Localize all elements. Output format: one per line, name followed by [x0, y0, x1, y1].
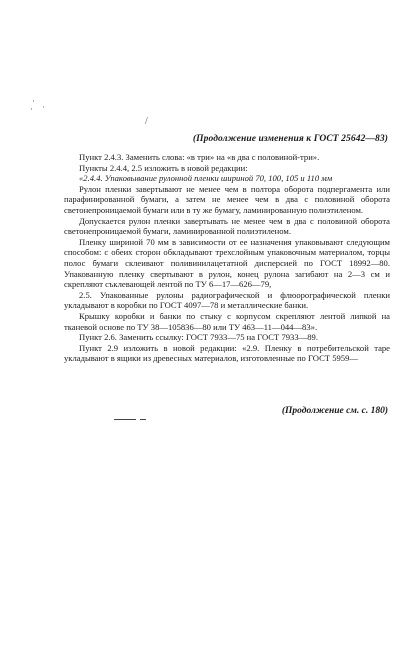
scan-speck: ·	[32, 96, 35, 106]
paragraph: Пункт 2.4.3. Заменить слова: «в три» на «в два с половиной-три».	[79, 152, 320, 162]
continuation-header: (Продолжение изменения к ГОСТ 25642—83)	[192, 134, 388, 144]
paragraph: 2.5. Упакованные рулоны радиографической и флюорографической пленки укладывают в коробки по ГОСТ 4097—78 и металлические банки.	[64, 289, 390, 311]
scan-speck: ·	[42, 102, 45, 112]
separator-line	[140, 419, 146, 420]
paragraph: Пункт 2.6. Заменить ссылку: ГОСТ 7933—75 на ГОСТ 7933—89.	[79, 332, 318, 343]
paragraph: «2.4.4. Упаковывание рулонной пленки шириной 70, 100, 105 и 110 мм	[79, 173, 333, 184]
scan-speck: ·	[30, 104, 33, 114]
continuation-footer: (Продолжение см. с. 180)	[281, 406, 388, 416]
separator-line	[114, 419, 136, 420]
document-body	[64, 152, 390, 364]
paragraph: Рулон пленки завертывают не менее чем в полтора оборота подпергамента или парафинированной бумаги, а затем не менее чем в два с половиной оборота светонепроницаемой бумаги или в ту же бумагу, ламинированную полиэтиленом.	[64, 183, 390, 215]
paragraph: Допускается рулон пленки завертывать не менее чем в два с половиной оборота светонепроницаемой бумаги, ламинированной полиэтиленом.	[64, 215, 390, 237]
scan-stroke: /	[145, 116, 148, 127]
paragraph: Пункт 2.9 изложить в новой редакции: «2.9. Пленку в потребительской таре укладывают в ящики из древесных материалов, изготовленные по ГОСТ 5959—	[64, 342, 390, 364]
paragraph: Пункты 2.4.4, 2.5 изложить в новой редакции:	[79, 162, 248, 173]
paragraph: Крышку коробки и банки по стыку с корпусом скрепляют лентой липкой на тканевой основе по ТУ 38—105836—80 или ТУ 463—11—044—83».	[64, 310, 390, 332]
paragraph: Пленку шириной 70 мм в зависимости от ее назначения упаковывают следующим способом: с обеих сторон обкладывают трехслойным упаковочным материалом, торцы полос бумаги склеивают поливинилацетатной дисперсией по ГОСТ 18992—80. Упакованную пленку свертывают в рулон, конец рулона загибают на 2—3 см и скрепляют съклевающей лентой по ТУ 6—17—626—79,	[64, 236, 390, 290]
